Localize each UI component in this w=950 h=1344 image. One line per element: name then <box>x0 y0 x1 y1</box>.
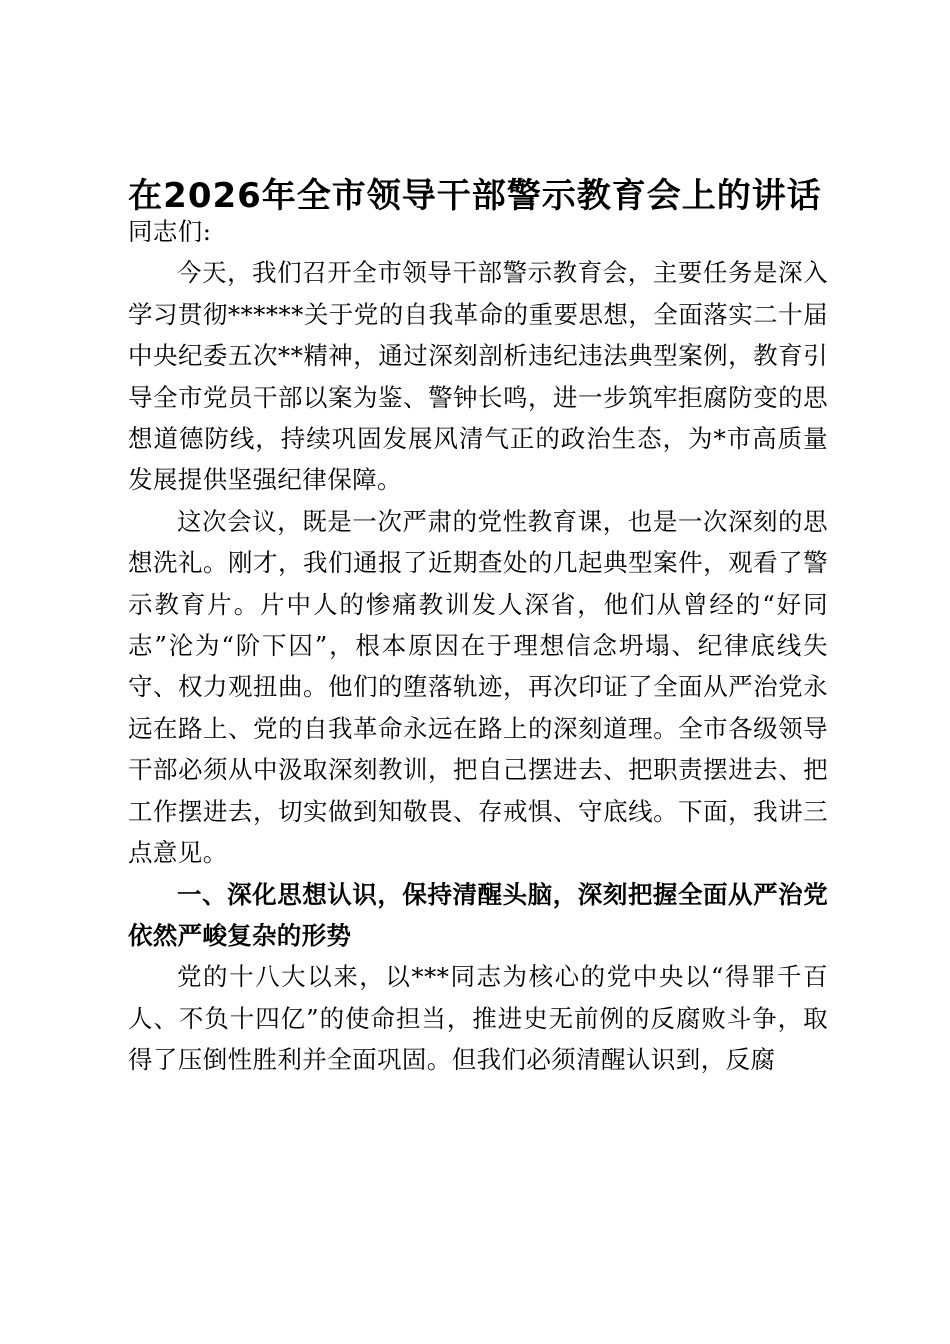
section-paragraph: 党的十八大以来，以***同志为核心的党中央以“得罪千百人、不负十四亿”的使命担当，推进史无前例的反腐败斗争，取得了压倒性胜利并全面巩固。但我们必须清醒认识到，反腐 <box>128 962 828 1075</box>
salutation: 同志们: <box>128 217 212 246</box>
paragraph-opening: 今天，我们召开全市领导干部警示教育会，主要任务是深入学习贯彻******关于党的自我革命的重要思想，全面落实二十届中央纪委五次**精神，通过深刻剖析违纪违法典型案例，教育引导全市党员干部以案为鉴、警钟长鸣，进一步筑牢拒腐防变的思想道德防线，持续巩固发展风清气正的政治生态，为*市高质量发展提供坚强纪律保障。 <box>128 258 828 495</box>
document-body <box>128 211 828 1081</box>
document-title: 在2026年全市领导干部警示教育会上的讲话 <box>128 176 822 216</box>
paragraph-meeting-purpose: 这次会议，既是一次严肃的党性教育课，也是一次深刻的思想洗礼。刚才，我们通报了近期查处的几起典型案件，观看了警示教育片。片中人的惨痛教训发人深省，他们从曾经的“好同志”沦为“阶下囚”，根本原因在于理想信念坍塌、纪律底线失守、权力观扭曲。他们的堕落轨迹，再次印证了全面从严治党永远在路上、党的自我革命永远在路上的深刻道理。全市各级领导干部必须从中汲取深刻教训，把自己摆进去、把职责摆进去、把工作摆进去，切实做到知敬畏、存戒惧、守底线。下面，我讲三点意见。 <box>128 506 828 868</box>
section-heading: 一、深化思想认识，保持清醒头脑，深刻把握全面从严治党依然严峻复杂的形势 <box>128 879 828 950</box>
